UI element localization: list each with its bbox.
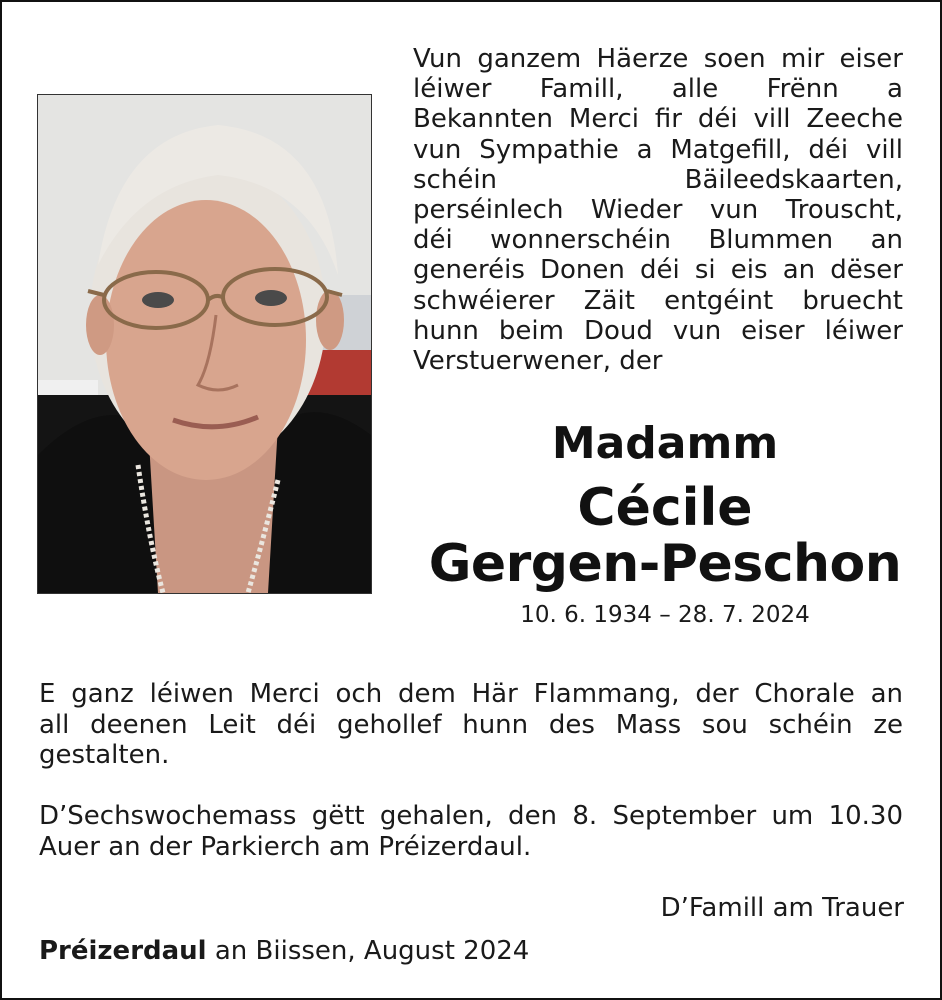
place-date-line xyxy=(39,936,529,966)
deceased-first-name: Cécile xyxy=(577,478,753,538)
signature: D’Famill am Trauer xyxy=(660,893,904,923)
intro-line: generéis Donen déi si eis an dëser xyxy=(413,255,903,286)
intro-line: schwéierer Zäit entgéint bruecht xyxy=(413,285,903,316)
life-dates: 10. 6. 1934 – 28. 7. 2024 xyxy=(520,602,810,628)
mass-last-line: Auer an der Parkierch am Préizerdaul. xyxy=(39,832,532,862)
thanks-line: all deenen Leit déi gehollef hunn des Mass sou schéin ze xyxy=(39,710,903,740)
deceased-title: Madamm xyxy=(551,418,779,469)
mass-line: D’Sechswochemass gëtt gehalen, den 8. September um 10.30 xyxy=(39,801,903,831)
intro-line: hunn beim Doud vun eiser léiwer xyxy=(413,315,903,346)
place-rest: an Biissen, August 2024 xyxy=(206,936,530,966)
intro-line: déi wonnerschéin Blummen an xyxy=(413,225,903,256)
intro-line: Vun ganzem Häerze soen mir eiser xyxy=(413,44,903,74)
thanks-text xyxy=(39,679,903,741)
thanks-last-line: gestalten. xyxy=(39,740,170,770)
intro-line: vun Sympathie a Matgefill, déi vill xyxy=(413,134,903,165)
intro-line: léiwer Famill, alle Frënn a xyxy=(413,74,903,105)
deceased-surname: Gergen-Peschon xyxy=(428,534,902,594)
thanks-line: E ganz léiwen Merci och dem Här Flammang, der Chorale an xyxy=(39,679,903,709)
intro-line: perséinlech Wieder vun Trouscht, xyxy=(413,194,903,225)
intro-line: schéin Bäileedskaarten, xyxy=(413,164,903,195)
place-name: Préizerdaul xyxy=(39,936,207,966)
mass-text xyxy=(39,801,903,832)
portrait-photo xyxy=(37,94,372,594)
intro-line: Bekannten Merci fir déi vill Zeeche xyxy=(413,104,903,135)
intro-text-block xyxy=(413,44,903,346)
intro-last-line: Verstuerwener, der xyxy=(413,346,663,376)
portrait-photo-icon xyxy=(38,95,371,593)
